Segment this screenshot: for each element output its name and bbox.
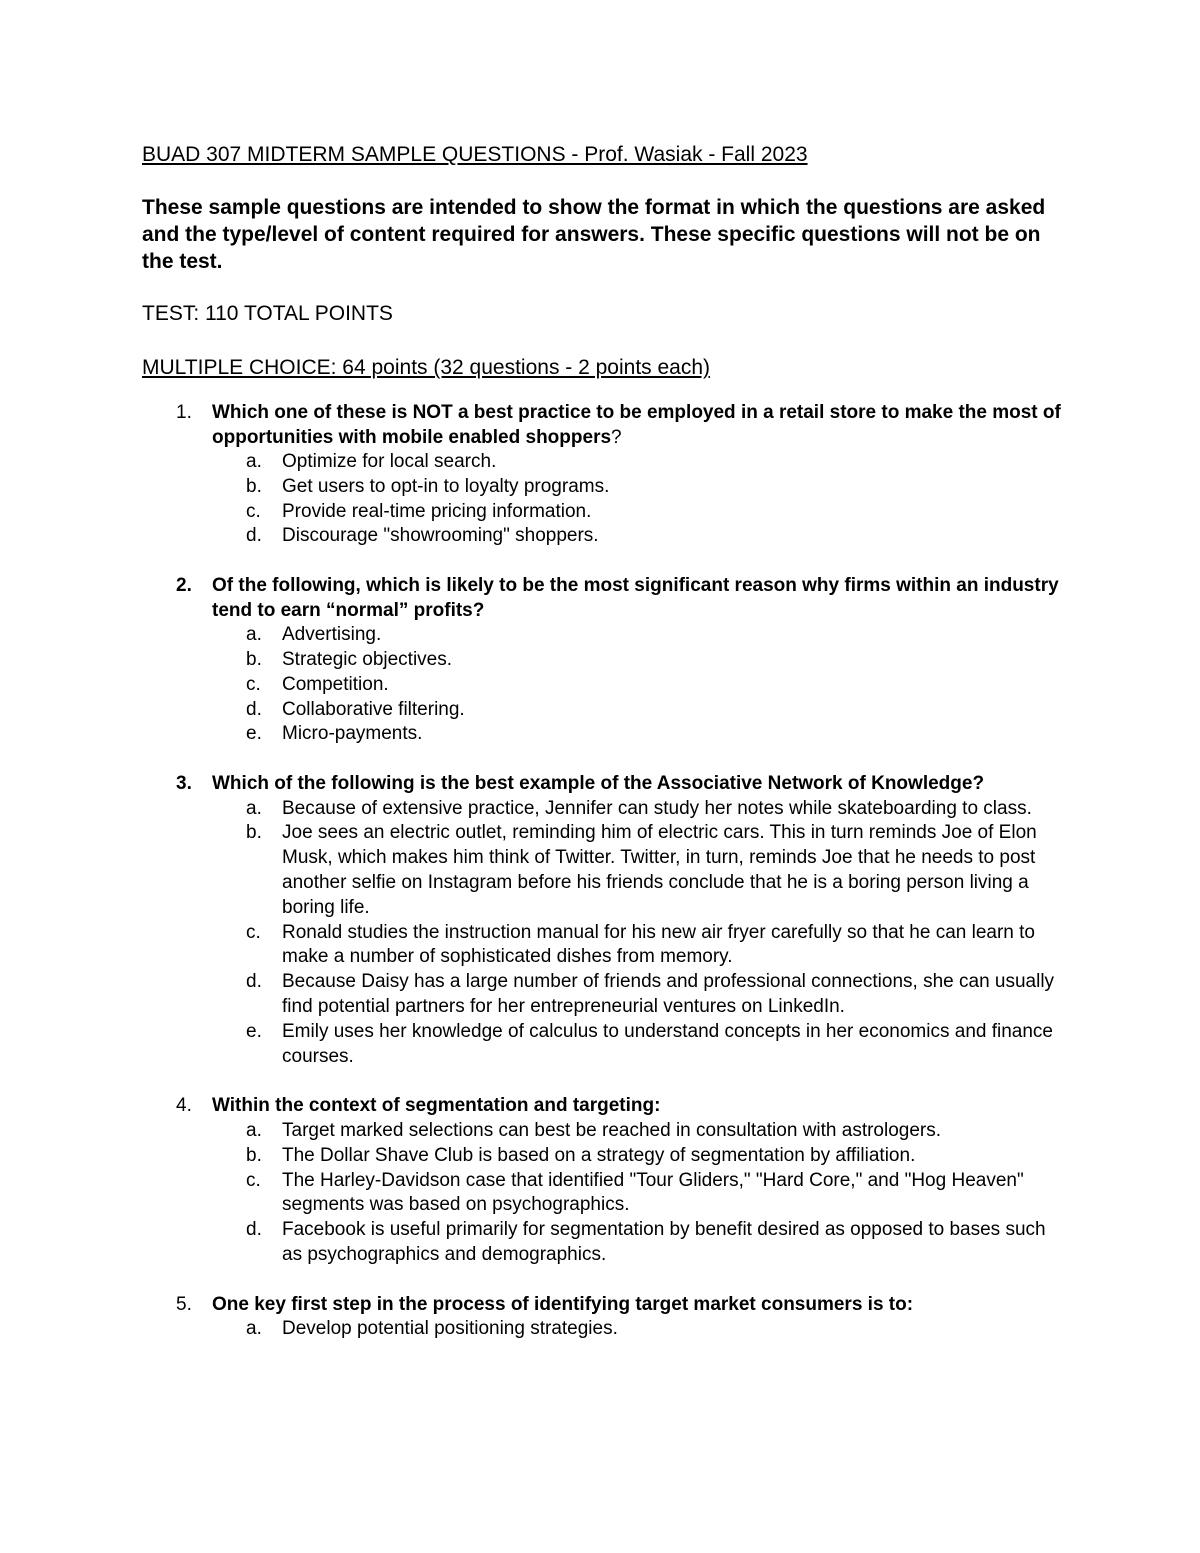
- option-letter: c.: [246, 500, 261, 522]
- option-text: Develop potential positioning strategies.: [282, 1318, 618, 1340]
- question-3: [142, 772, 1060, 1069]
- option-letter: b.: [246, 822, 262, 844]
- option-text: Target marked selections can best be reached in consultation with astrologers.: [282, 1119, 942, 1141]
- question-text: Within the context of segmentation and targeting:: [212, 1095, 661, 1117]
- option-list: [212, 623, 1060, 747]
- option-list: [212, 450, 1060, 549]
- option-letter: d.: [246, 971, 262, 993]
- option-a: [212, 1119, 1062, 1144]
- question-text: Which of the following is the best example of the Associative Network of Knowledge?: [212, 773, 985, 795]
- option-letter: b.: [246, 648, 262, 670]
- option-a: [212, 797, 1062, 822]
- question-number: 5.: [176, 1293, 192, 1315]
- option-list: [212, 1119, 1060, 1268]
- option-letter: a.: [246, 797, 262, 819]
- option-text: Collaborative filtering.: [282, 698, 465, 720]
- question-text: Of the following, which is likely to be the most significant reason why firms within an industry tend to earn “normal” profits?: [212, 575, 1059, 621]
- section-heading: MULTIPLE CHOICE: 64 points (32 questions - 2 points each): [142, 356, 711, 379]
- option-text: Get users to opt-in to loyalty programs.: [282, 475, 610, 497]
- option-text: Strategic objectives.: [282, 648, 453, 670]
- option-text: Competition.: [282, 673, 389, 695]
- option-b: [212, 475, 1062, 500]
- option-text: Joe sees an electric outlet, reminding him of electric cars. This in turn reminds Joe of Elon Musk, which makes him think of Twitter. Twitter, in turn, reminds Joe that he needs to post another selfie on Instagram before his friends conclude that he is a boring person living a boring life.: [282, 822, 1037, 918]
- intro-paragraph: These sample questions are intended to show the format in which the questions are asked and the type/level of content required for answers. These specific questions will not be on the test.: [142, 196, 1046, 273]
- option-text: Micro-payments.: [282, 723, 423, 745]
- option-c: [212, 1169, 1062, 1219]
- question-list: [142, 401, 1060, 1342]
- option-text: Emily uses her knowledge of calculus to understand concepts in her economics and finance courses.: [282, 1020, 1053, 1067]
- question-number: 1.: [176, 402, 192, 423]
- question-1: [142, 401, 1060, 549]
- option-d: [212, 1218, 1062, 1268]
- option-d: [212, 970, 1062, 1020]
- option-d: [212, 698, 1062, 723]
- option-text: Ronald studies the instruction manual for his new air fryer carefully so that he can learn to make a number of sophisticated dishes from memory.: [282, 921, 1035, 968]
- question-number: 2.: [176, 575, 192, 597]
- option-b: [212, 1144, 1062, 1169]
- option-a: [212, 450, 1062, 475]
- option-c: [212, 921, 1062, 971]
- option-e: [212, 722, 1062, 747]
- option-letter: e.: [246, 1020, 262, 1042]
- option-letter: a.: [246, 451, 262, 472]
- question-number: 3.: [176, 773, 192, 795]
- option-letter: b.: [246, 1144, 262, 1166]
- option-text: Facebook is useful primarily for segmentation by benefit desired as opposed to bases such as psychographics and demographics.: [282, 1219, 1046, 1265]
- question-number: 4.: [176, 1095, 192, 1117]
- question-text-suffix: ?: [611, 426, 622, 448]
- option-list: [212, 797, 1060, 1070]
- option-letter: e.: [246, 723, 262, 745]
- question-text: [212, 401, 1062, 450]
- option-text: Because Daisy has a large number of friends and professional connections, she can usually find potential partners for her entrepreneurial ventures on LinkedIn.: [282, 971, 1055, 1018]
- option-text: Provide real-time pricing information.: [282, 500, 592, 522]
- option-text: Optimize for local search.: [282, 451, 497, 472]
- option-text: Advertising.: [282, 624, 382, 646]
- question-2: [142, 574, 1060, 747]
- option-text: The Dollar Shave Club is based on a strategy of segmentation by affiliation.: [282, 1144, 916, 1166]
- option-d: [212, 524, 1062, 549]
- option-c: [212, 673, 1062, 698]
- question-4: [142, 1094, 1060, 1267]
- question-text: One key first step in the process of identifying target market consumers is to:: [212, 1293, 914, 1315]
- question-5: [142, 1293, 1060, 1342]
- option-b: [212, 648, 1062, 673]
- option-b: [212, 821, 1062, 920]
- option-letter: a.: [246, 624, 262, 646]
- document-title: BUAD 307 MIDTERM SAMPLE QUESTIONS - Prof. Wasiak - Fall 2023: [142, 143, 808, 166]
- option-text: Discourage "showrooming" shoppers.: [282, 525, 599, 547]
- option-a: [212, 1317, 1062, 1342]
- option-c: [212, 500, 1062, 525]
- option-letter: c.: [246, 673, 261, 695]
- option-letter: d.: [246, 1219, 262, 1241]
- question-text-main: Which one of these is NOT a best practice to be employed in a retail store to make the most of opportunities with mobile enabled shoppers: [212, 402, 1061, 448]
- option-letter: a.: [246, 1119, 262, 1141]
- option-text: The Harley-Davidson case that identified "Tour Gliders," "Hard Core," and "Hog Heaven" segments was based on psychographics.: [282, 1169, 1024, 1216]
- option-e: [212, 1020, 1062, 1070]
- option-text: Because of extensive practice, Jennifer can study her notes while skateboarding to class.: [282, 797, 1032, 819]
- option-letter: d.: [246, 525, 262, 547]
- option-letter: c.: [246, 921, 261, 943]
- option-letter: d.: [246, 698, 262, 720]
- total-points: TEST: 110 TOTAL POINTS: [142, 302, 393, 325]
- option-a: [212, 623, 1062, 648]
- option-letter: b.: [246, 475, 262, 497]
- option-letter: c.: [246, 1169, 261, 1191]
- option-letter: a.: [246, 1318, 262, 1340]
- option-list: [212, 1317, 1060, 1342]
